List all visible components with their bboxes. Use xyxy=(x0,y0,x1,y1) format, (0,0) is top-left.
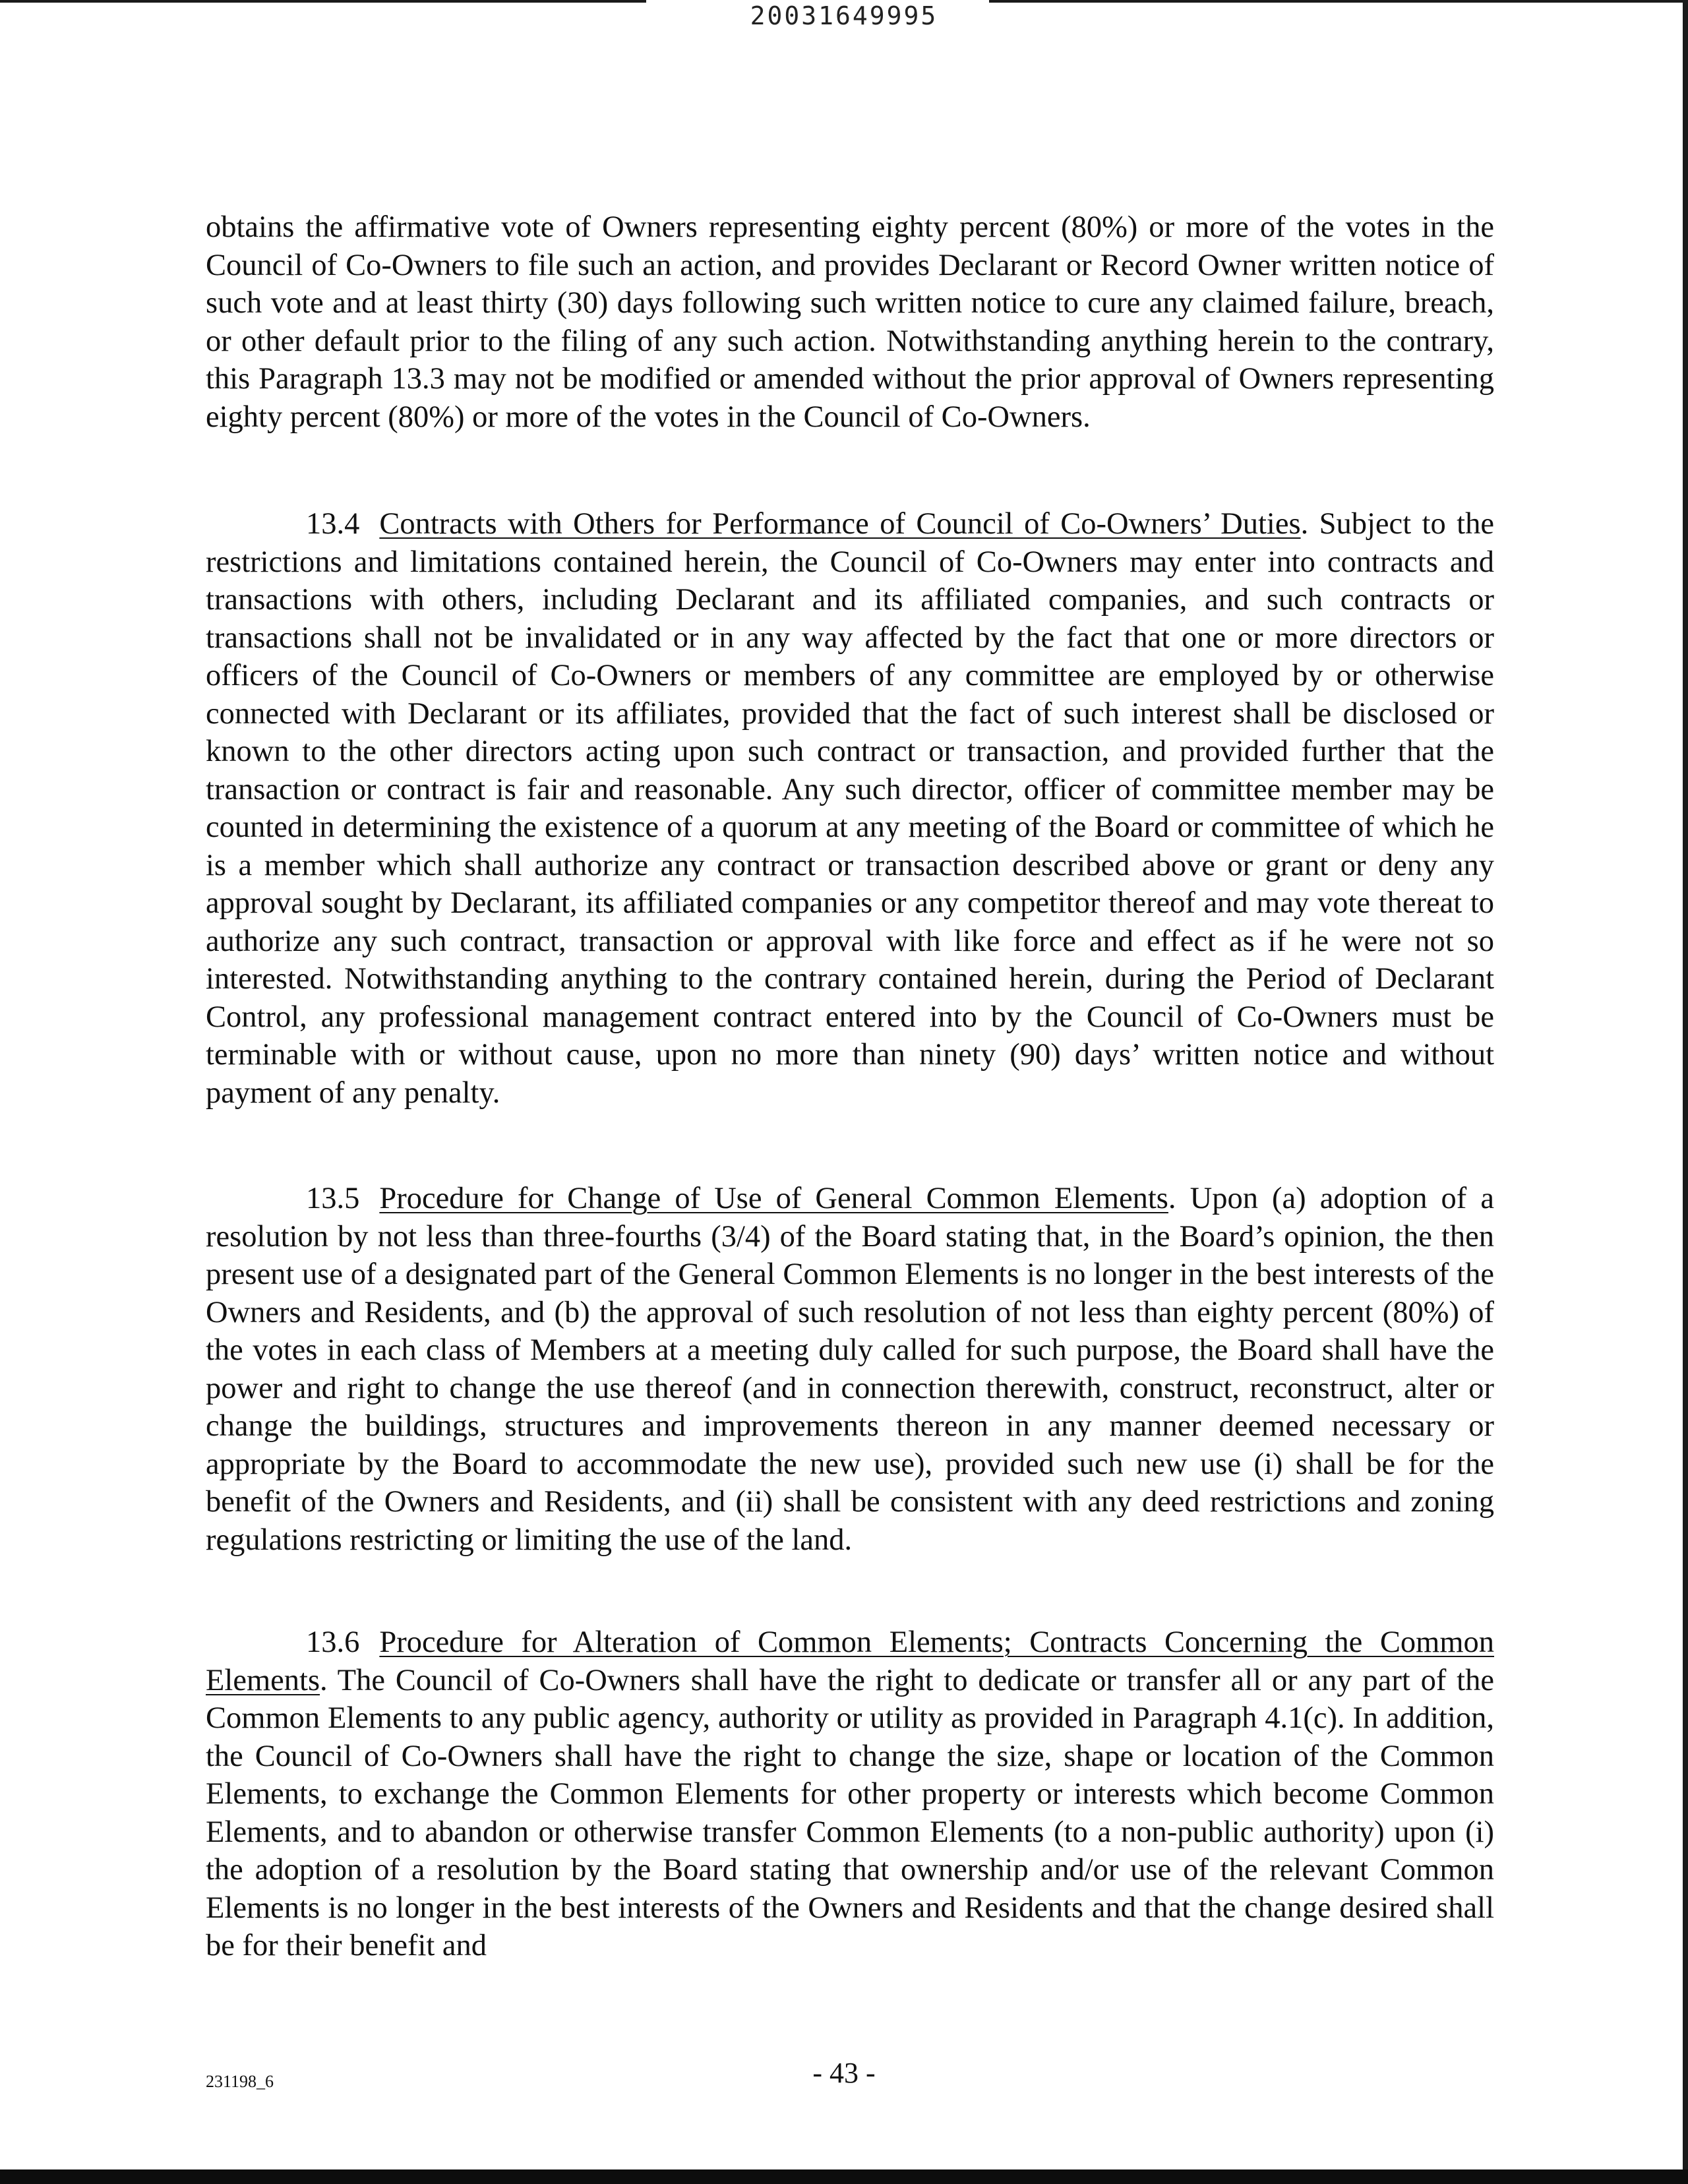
paragraph-text: obtains the affirmative vote of Owners representing eighty percent (80%) or more of the votes in the Council of Co-Owners to file such an action, and provides Declarant or Record Owner written notice of such vote and at least thirty (30) days following such written notice to cure any claimed failure, breach, or other default prior to the filing of any such action. Notwithstanding anything herein to the contrary, this Paragraph 13.3 may not be modified or amended without the prior approval of Owners representing eighty percent (80%) or more of the votes in the Council of Co-Owners. xyxy=(206,210,1494,434)
document-stamp-number: 20031649995 xyxy=(750,1,938,30)
section-number: 13.4 xyxy=(306,507,360,541)
scan-edge-right xyxy=(1683,0,1688,2184)
section-heading: Procedure for Change of Use of General Common Elements xyxy=(379,1182,1168,1215)
paragraph-text: . The Council of Co-Owners shall have the right to dedicate or transfer all or any part of the Common Elements to any public agency, authority or utility as provided in Paragraph 4.1(c). In addition, the Council of Co-Owners shall have the right to change the size, shape or location of the Common Elements, to exchange the Common Elements for other property or interests which become Common Elements, and to abandon or otherwise transfer Common Elements (to a non-public authority) upon (i) the adoption of a resolution by the Board stating that ownership and/or use of the relevant Common Elements is no longer in the best interests of the Owners and Residents and that the change desired shall be for their benefit and xyxy=(206,1663,1494,1962)
paragraph-text: . Upon (a) adoption of a resolution by not less than three-fourths (3/4) of the Board stating that, in the Board’s opinion, the then present use of a designated part of the General Common Elements is no longer in the best interests of the Owners and Residents, and (b) the approval of such resolution of not less than eighty percent (80%) of the votes in each class of Members at a meeting duly called for such purpose, the Board shall have the power and right to change the use thereof (and in connection therewith, construct, reconstruct, alter or change the buildings, structures and improvements thereon in any manner deemed necessary or appropriate by the Board to accommodate the new use), provided such new use (i) shall be for the benefit of the Owners and Residents, and (ii) shall be consistent with any deed restrictions and zoning regulations restricting or limiting the use of the land. xyxy=(206,1182,1494,1557)
section-number: 13.5 xyxy=(306,1182,360,1215)
footer-document-reference: 231198_6 xyxy=(206,2072,274,2091)
section-heading: Contracts with Others for Performance of Council of Co-Owners’ Duties xyxy=(379,507,1301,541)
paragraph-13-5 xyxy=(206,1180,1494,1559)
paragraph-13-6 xyxy=(206,1623,1494,1965)
paragraph-text: . Subject to the restrictions and limitations contained herein, the Council of Co-Owners may enter into contracts and transactions with others, including Declarant and its affiliated companies, and such contracts or transactions shall not be invalidated or in any way affected by the fact that one or more directors or officers of the Council of Co-Owners or members of any committee are employed by or otherwise connected with Declarant or its affiliates, provided that the fact of such interest shall be disclosed or known to the other directors acting upon such contract or transaction, and provided further that the transaction or contract is fair and reasonable. Any such director, officer of committee member may be counted in determining the existence of a quorum at any meeting of the Board or committee of which he is a member which shall authorize any contract or transaction described above or grant or deny any approval sought by Declarant, its affiliated companies or any competitor thereof and may vote thereat to authorize any such contract, transaction or approval with like force and effect as if he were not so interested. Notwithstanding anything to the contrary contained herein, during the Period of Declarant Control, any professional management contract entered into by the Council of Co-Owners must be terminable with or without cause, upon no more than ninety (90) days’ written notice and without payment of any penalty. xyxy=(206,507,1494,1110)
section-number: 13.6 xyxy=(306,1625,360,1659)
paragraph-13-3-continuation xyxy=(206,208,1494,436)
paragraph-13-4 xyxy=(206,505,1494,1112)
bottom-scan-bar xyxy=(0,2169,1688,2184)
footer-page-number: - 43 - xyxy=(812,2057,876,2089)
section-heading: Procedure for Alteration of Common Elements; Contracts Concerning the Common Elements xyxy=(206,1625,1494,1697)
